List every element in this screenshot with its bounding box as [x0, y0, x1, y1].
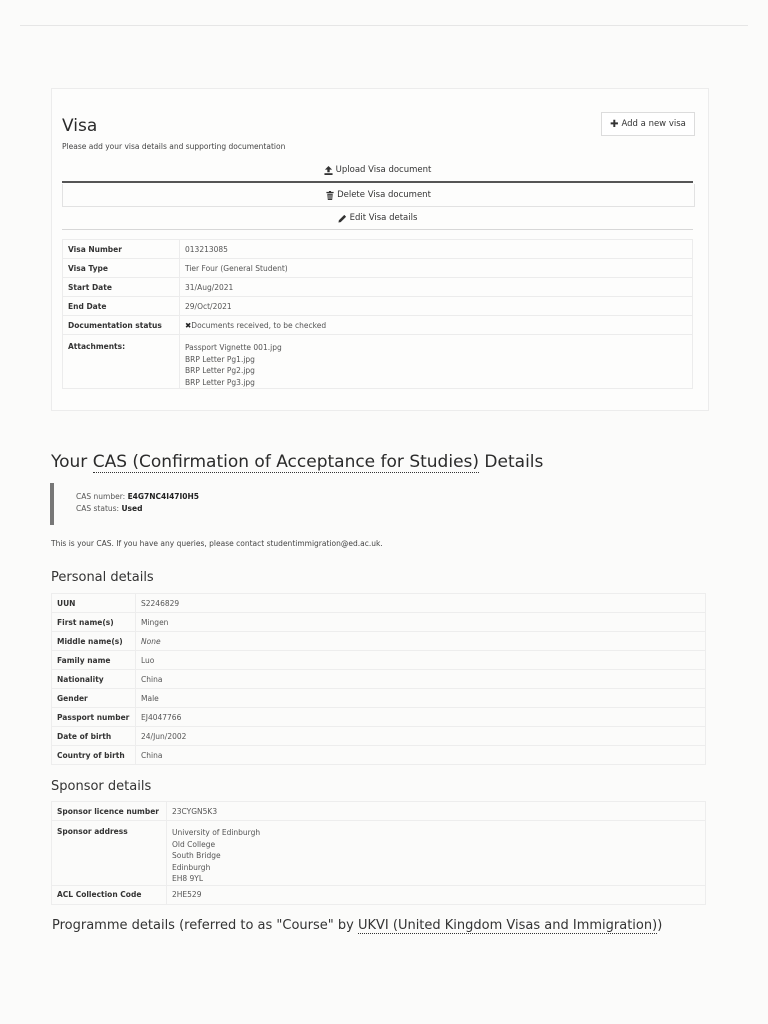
table-row: [52, 594, 706, 613]
cas-note: This is your CAS. If you have any queries, please contact studentimmigration@ed.ac.uk.: [51, 539, 383, 548]
address-line: South Bridge: [172, 851, 221, 860]
table-row: [52, 613, 706, 632]
visa-number-value: 013213085: [180, 240, 693, 259]
table-row: [52, 689, 706, 708]
cas-heading: [51, 452, 543, 472]
visa-title: Visa: [62, 116, 98, 136]
cas-number-line: [76, 491, 199, 503]
cas-heading-prefix: Your: [51, 452, 93, 472]
cas-status-label: CAS status:: [76, 504, 122, 513]
cas-status-line: [76, 503, 199, 515]
date-of-birth-value: 24/Jun/2002: [136, 727, 706, 746]
table-row: [52, 885, 706, 904]
upload-icon: [324, 166, 333, 175]
programme-heading-suffix: ): [657, 918, 663, 933]
programme-details-heading: [52, 918, 662, 933]
table-row: [63, 278, 693, 297]
table-row: [63, 335, 693, 389]
address-line: Old College: [172, 839, 216, 849]
first-name-value: Mingen: [136, 613, 706, 632]
table-row: [52, 802, 706, 821]
documentation-status-text: Documents received, to be checked: [191, 320, 327, 330]
nationality-label: Nationality: [52, 670, 136, 689]
personal-details-title: Personal details: [51, 570, 154, 585]
sponsor-address-label: Sponsor address: [52, 821, 167, 886]
date-of-birth-label: Date of birth: [52, 727, 136, 746]
table-row: [63, 240, 693, 259]
pencil-icon: [338, 214, 347, 223]
sponsor-licence-label: Sponsor licence number: [52, 802, 167, 821]
middle-name-label: Middle name(s): [52, 632, 136, 651]
start-date-label: Start Date: [63, 278, 180, 297]
attachment-item[interactable]: BRP Letter Pg1.jpg: [185, 354, 255, 364]
country-of-birth-label: Country of birth: [52, 746, 136, 765]
table-row: [63, 259, 693, 278]
start-date-value: 31/Aug/2021: [180, 278, 693, 297]
add-new-visa-label: Add a new visa: [621, 119, 686, 129]
family-name-value: Luo: [136, 651, 706, 670]
visa-type-label: Visa Type: [63, 259, 180, 278]
address-line: University of Edinburgh: [172, 828, 261, 837]
end-date-label: End Date: [63, 297, 180, 316]
gender-value: Male: [136, 689, 706, 708]
table-row: [63, 316, 693, 335]
sponsor-address-value: [167, 821, 706, 886]
upload-visa-document-label: Upload Visa document: [335, 165, 432, 175]
sponsor-licence-value: 23CYGN5K3: [167, 802, 706, 821]
visa-number-label: Visa Number: [63, 240, 180, 259]
scan-edge-line: [20, 25, 748, 26]
cas-summary-box: [50, 483, 199, 525]
table-row: [63, 297, 693, 316]
visa-subtitle: Please add your visa details and supporting documentation: [62, 142, 286, 151]
upload-visa-document-button[interactable]: [62, 159, 693, 183]
passport-number-value: EJ4047766: [136, 708, 706, 727]
visa-details-table: [62, 239, 693, 389]
documentation-status-value: [180, 316, 693, 335]
add-new-visa-button[interactable]: [601, 112, 695, 136]
attachments-list: [180, 335, 693, 389]
table-row: [52, 708, 706, 727]
nationality-value: China: [136, 670, 706, 689]
sponsor-details-title: Sponsor details: [51, 779, 152, 794]
uun-value: S2246829: [136, 594, 706, 613]
address-line: EH8 9YL: [172, 874, 204, 883]
table-row: [52, 727, 706, 746]
acl-collection-code-label: ACL Collection Code: [52, 885, 167, 904]
ukvi-abbreviation: UKVI (United Kingdom Visas and Immigration): [357, 918, 658, 933]
cas-status-value: Used: [121, 504, 143, 513]
edit-visa-details-label: Edit Visa details: [349, 213, 418, 223]
gender-label: Gender: [52, 689, 136, 708]
first-name-label: First name(s): [52, 613, 136, 632]
uun-label: UUN: [52, 594, 136, 613]
attachment-item[interactable]: BRP Letter Pg3.jpg: [185, 377, 255, 387]
cas-heading-suffix: Details: [479, 452, 544, 472]
middle-name-value: None: [136, 632, 706, 651]
edit-visa-details-button[interactable]: [62, 207, 693, 230]
table-row: [52, 651, 706, 670]
cas-number-value: E4G7NC4I47I0H5: [127, 492, 200, 501]
attachments-label: Attachments:: [63, 335, 180, 389]
table-row: [52, 746, 706, 765]
cross-icon: ✖: [185, 320, 192, 330]
trash-icon: [326, 191, 334, 200]
attachment-item[interactable]: Passport Vignette 001.jpg: [185, 343, 282, 352]
visa-panel: [51, 88, 709, 411]
documentation-status-label: Documentation status: [63, 316, 180, 335]
country-of-birth-value: China: [136, 746, 706, 765]
delete-visa-document-button[interactable]: [62, 184, 695, 207]
table-row: [52, 821, 706, 886]
delete-visa-document-label: Delete Visa document: [337, 190, 431, 200]
plus-icon: ✚: [610, 118, 619, 130]
table-row: [52, 632, 706, 651]
passport-number-label: Passport number: [52, 708, 136, 727]
end-date-value: 29/Oct/2021: [180, 297, 693, 316]
visa-type-value: Tier Four (General Student): [180, 259, 693, 278]
attachment-item[interactable]: BRP Letter Pg2.jpg: [185, 366, 255, 375]
acl-collection-code-value: 2HE529: [167, 885, 706, 904]
cas-abbreviation: CAS (Confirmation of Acceptance for Studies): [92, 452, 480, 472]
family-name-label: Family name: [52, 651, 136, 670]
sponsor-details-table: [51, 801, 706, 905]
programme-heading-prefix: Programme details (referred to as "Course" by: [52, 918, 358, 933]
address-line: Edinburgh: [172, 862, 211, 872]
table-row: [52, 670, 706, 689]
cas-number-label: CAS number:: [76, 492, 128, 501]
personal-details-table: [51, 593, 706, 765]
